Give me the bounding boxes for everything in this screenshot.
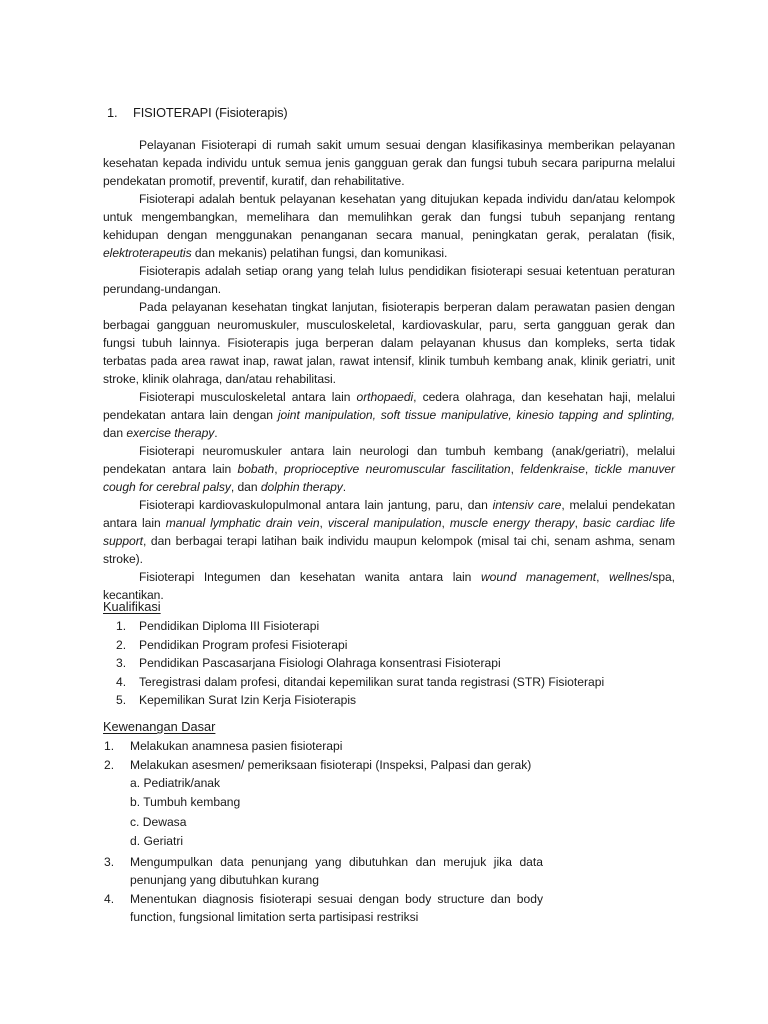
list-item [103, 636, 703, 655]
text-run: , [441, 516, 450, 530]
list-text: Pendidikan Program profesi Fisioterapi [139, 637, 348, 652]
text-run: Fisioterapi neuromuskuler antara lain neurologi dan tumbuh kembang (anak/geriatri), melalui pendekatan antara lain [103, 444, 675, 476]
italic-term: manual lymphatic drain vein [165, 516, 320, 530]
list-number: 1. [104, 739, 115, 753]
kualifikasi-list [103, 617, 703, 710]
text-run: , dan berbagai terapi latihan baik individu maupun kelompok (misal tai chi, senam ashma, senam stroke). [103, 534, 675, 566]
text-run: Pelayanan Fisioterapi di rumah sakit umum sesuai dengan klasifikasinya memberikan pelayanan kesehatan kepada individu untuk semua jenis gangguan gerak dan fungsi tubuh secara paripurna melalui pendekatan promotif, preventif, kuratif, dan rehabilitative. [103, 138, 675, 188]
text-run: Pada pelayanan kesehatan tingkat lanjutan, fisioterapis berperan dalam perawatan pasien dengan berbagai gangguan neuromuskuler, musculoskeletal, kardiovaskular, paru, serta gangguan gerak dan fungsi tubuh lainnya. Fisioterapis juga berperan dalam pelayanan khusus dan kompleks, serta tidak terbatas pada area rawat inap, rawat jalan, rawat intensif, klinik tumbuh kembang anak, klinik geriatri, unit stroke, klinik olahraga, dan/atau rehabilitasi. [103, 300, 675, 386]
text-run: Fisioterapi adalah bentuk pelayanan kesehatan yang ditujukan kepada individu dan/atau kelompok untuk mengembangkan, memelihara dan memulihkan gerak dan fungsi tubuh sepanjang rentang kehidupan dengan menggunakan penanganan secara manual, peningkatan gerak, peralatan (fisik, [103, 192, 675, 242]
paragraph [103, 496, 675, 568]
list-text: Menentukan diagnosis fisioterapi sesuai dengan body structure dan body function, fungsional limitation serta partisipasi restriksi [130, 891, 543, 924]
text-run: . [214, 426, 218, 440]
italic-term: orthopaedi [356, 390, 414, 404]
kewenangan-list [103, 737, 543, 927]
list-number: 3. [116, 656, 127, 671]
text-run: , [584, 462, 595, 476]
text-run: , dan [230, 480, 261, 494]
text-run: dan mekanis) pelatihan fungsi, dan komunikasi. [191, 246, 448, 260]
list-item [103, 890, 543, 926]
list-number: 2. [104, 758, 115, 772]
list-item [103, 756, 543, 774]
italic-term: tickle manuver cough for cerebral palsy [103, 462, 675, 494]
sub-list-item: d. Geriatri [130, 834, 184, 849]
italic-term: feldenkraise [520, 462, 585, 476]
text-run: , [274, 462, 284, 476]
text-run: . [342, 480, 347, 494]
kualifikasi-title: Kualifikasi [103, 599, 161, 614]
kewenangan-title: Kewenangan Dasar [103, 719, 216, 734]
text-run: , [596, 570, 610, 584]
list-text: Kepemilikan Surat Izin Kerja Fisioterapis [139, 693, 357, 708]
list-item [103, 673, 703, 692]
section-number: 1. [107, 105, 118, 120]
italic-term: bobath [237, 462, 275, 476]
list-text: Pendidikan Pascasarjana Fisiologi Olahraga konsentrasi Fisioterapi [139, 656, 501, 671]
paragraph [103, 388, 675, 442]
italic-term: dolphin therapy [260, 480, 343, 494]
text-run: , melalui pendekatan antara lain [103, 498, 675, 530]
italic-term: wellnes [609, 570, 650, 584]
text-run: Fisioterapi Integumen dan kesehatan wanita antara lain [139, 570, 481, 584]
sub-list-item: b. Tumbuh kembang [130, 795, 241, 810]
list-item [103, 654, 703, 673]
list-number: 4. [116, 674, 127, 689]
text-run: , [319, 516, 328, 530]
italic-term: proprioceptive neuromuscular fascilitation [283, 462, 511, 476]
list-text: Teregistrasi dalam profesi, ditandai kepemilikan surat tanda registrasi (STR) Fisioterapi [139, 674, 605, 689]
paragraph [103, 568, 675, 604]
paragraph [103, 262, 675, 298]
list-item [103, 737, 543, 755]
italic-term: elektroterapeutis [103, 246, 192, 260]
sub-list-item: a. Pediatrik/anak [130, 776, 221, 790]
sub-list-item: c. Dewasa [130, 814, 187, 829]
italic-term: basic cardiac life support [103, 516, 676, 548]
italic-term: intensiv care [492, 498, 562, 512]
body-paragraphs [103, 136, 675, 604]
text-run: Fisioterapi musculoskeletal antara lain [139, 390, 357, 404]
text-run: dan [103, 426, 127, 440]
italic-term: muscle energy therapy [449, 516, 575, 530]
list-number: 5. [116, 693, 127, 708]
list-text: Melakukan anamnesa pasien fisioterapi [130, 739, 343, 753]
text-run: /spa, kecantikan. [103, 570, 675, 602]
list-number: 1. [116, 619, 127, 633]
list-item [103, 691, 703, 710]
text-run: Fisioterapi kardiovaskulopulmonal antara lain jantung, paru, dan [139, 498, 493, 512]
section-heading [107, 104, 288, 122]
paragraph [103, 298, 675, 388]
paragraph [103, 136, 675, 190]
text-run: Fisioterapis adalah setiap orang yang telah lulus pendidikan fisioterapi sesuai ketentuan peraturan perundang-undangan. [103, 264, 675, 296]
text-run: , [510, 462, 521, 476]
text-run: , [574, 516, 584, 530]
list-item [103, 853, 543, 889]
list-number: 2. [116, 637, 127, 652]
italic-term: exercise therapy [126, 426, 215, 440]
list-text: Melakukan asesmen/ pemeriksaan fisioterapi (Inspeksi, Palpasi dan gerak) [130, 758, 532, 772]
paragraph [103, 190, 675, 262]
list-text: Mengumpulkan data penunjang yang dibutuhkan dan merujuk jika data penunjang yang dibutuhkan kurang [130, 854, 543, 887]
list-text: Pendidikan Diploma III Fisioterapi [139, 619, 320, 633]
italic-term: visceral manipulation [327, 516, 442, 530]
list-item [103, 617, 703, 636]
italic-term: wound management [480, 570, 597, 584]
list-number: 4. [104, 891, 115, 906]
section-title: FISIOTERAPI (Fisioterapis) [133, 105, 288, 120]
italic-term: joint manipulation, soft tissue manipulative, kinesio tapping and splinting, [277, 408, 675, 422]
paragraph [103, 442, 675, 496]
text-run: , cedera olahraga, dan kesehatan haji, melalui pendekatan antara lain dengan [103, 390, 675, 422]
list-number: 3. [104, 854, 115, 869]
